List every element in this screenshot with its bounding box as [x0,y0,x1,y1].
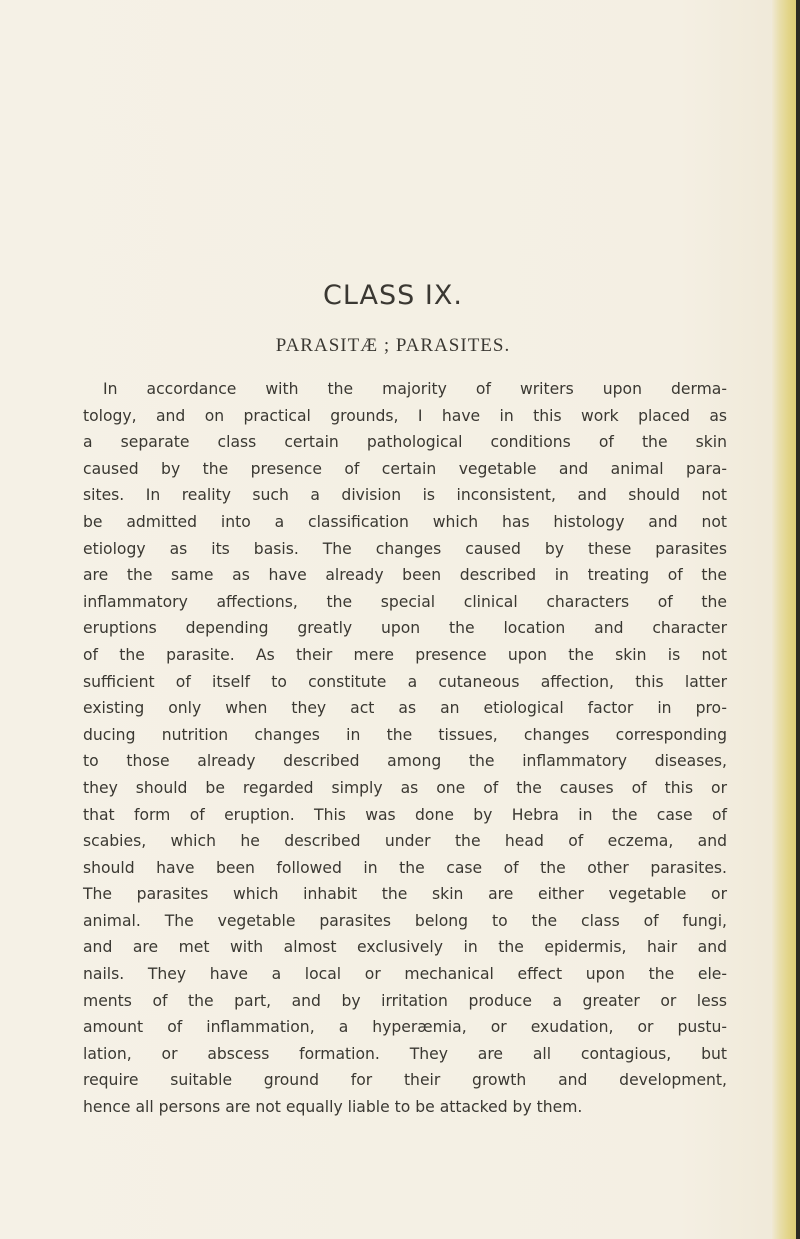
text-line: tology, and on practical grounds, I have in this work placed as [83,406,727,425]
text-line: they should be regarded simply as one of the causes of this or [83,778,727,797]
text-line: hence all persons are not equally liable to be attacked by them. [83,1098,583,1117]
text-line: scabies, which he described under the head of eczema, and [83,832,727,851]
text-line: lation, or abscess formation. They are all contagious, but [83,1044,727,1063]
text-line: ments of the part, and by irritation produce a greater or less [83,991,727,1010]
text-line: inflammatory affections, the special clinical characters of the [83,592,727,611]
text-line: etiology as its basis. The changes caused by these parasites [83,539,727,558]
text-line: amount of inflammation, a hyperæmia, or exudation, or pustu- [83,1018,727,1037]
text-line: ducing nutrition changes in the tissues, changes corresponding [83,725,727,744]
text-line: sites. In reality such a division is inconsistent, and should not [83,486,727,505]
text-line: eruptions depending greatly upon the location and character [83,619,727,638]
text-line: be admitted into a classification which has histology and not [83,512,727,531]
text-line: In accordance with the majority of writers upon derma- [103,380,727,398]
text-line: The parasites which inhabit the skin are either vegetable or [83,885,727,904]
text-line: animal. The vegetable parasites belong to the class of fungi, [83,911,727,930]
text-line: to those already described among the inflammatory diseases, [83,752,727,771]
page-edge-line [796,0,800,1239]
text-line: should have been followed in the case of the other parasites. [83,858,727,877]
text-line: that form of eruption. This was done by Hebra in the case of [83,805,727,824]
text-line: nails. They have a local or mechanical effect upon the ele- [83,965,727,984]
text-line: of the parasite. As their mere presence upon the skin is not [83,645,727,664]
text-line: and are met with almost exclusively in the epidermis, hair and [83,938,727,957]
text-line: existing only when they act as an etiological factor in pro- [83,699,727,718]
text-line: caused by the presence of certain vegetable and animal para- [83,459,727,478]
text-line: require suitable ground for their growth and development, [83,1071,727,1090]
body-paragraph [83,376,727,1121]
text-line: are the same as have already been described in treating of the [83,566,727,585]
text-line: sufficient of itself to constitute a cutaneous affection, this latter [83,672,727,691]
text-line: a separate class certain pathological conditions of the skin [83,433,727,452]
class-heading: CLASS IX. [323,280,463,311]
class-subheading: PARASITÆ ; PARASITES. [275,335,511,356]
